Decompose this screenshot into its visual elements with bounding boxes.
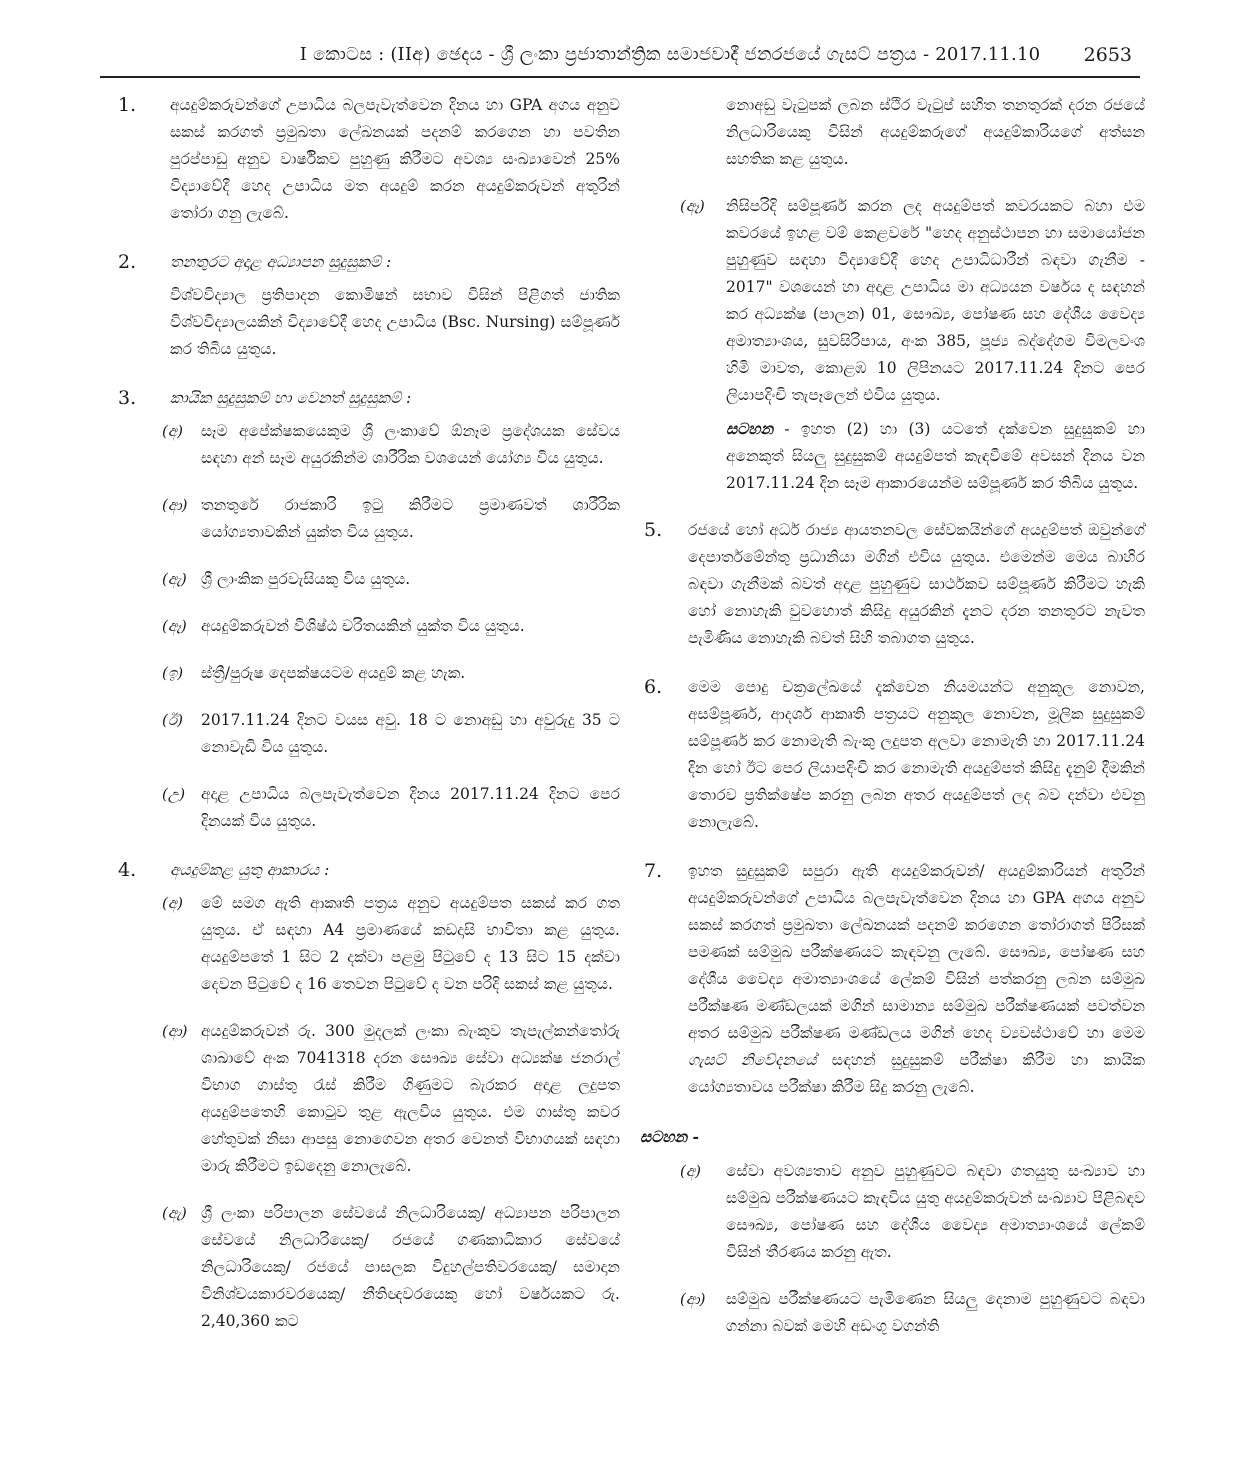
- note-label: සටහන: [726, 419, 774, 438]
- sub-text: 2017.11.24 දිනට වයස අවු. 18 ට නොඅඩු හා අවුරුදු 35 ට නොවැඩි විය යුතුය.: [201, 711, 620, 756]
- sub-label: (ඈ): [680, 197, 705, 215]
- sub-text: සම්මුඛ පරීක්ෂණයට පැමිණෙන සියලු දෙනාම පුහුණුවට බඳවා ගන්නා බවක් මෙහි අඩංගු වගන්ති: [726, 1290, 1145, 1335]
- sub-text: අදාළ උපාධිය බලපැවැත්වෙන දිනය 2017.11.24 දිනට පෙර දිනයක් විය යුතුය.: [201, 785, 620, 830]
- left-column: [100, 92, 620, 1357]
- sub-text: ස්ත්‍රී/පුරුෂ දෙපක්ෂයටම අයදුම් කළ හැක.: [201, 664, 466, 682]
- sub-clause: [100, 613, 620, 640]
- sub-text: මේ සමග ඇති ආකෘති පත්‍රය අනුව අයදුම්පත සකස් කර ගත යුතුය. ඒ සඳහා A4 ප්‍රමාණයේ කඩදාසි භාවිතා කළ යුතුය. අයදුම්පතේ 1 සිට 2 දක්වා පළමු පිටුවේ ද 13 සිට 15 දක්වා දෙවන පිටුවේ ද 16 තෙවන පිටුවේ ද වන පරිදි සකස් කළ යුතුය.: [201, 894, 620, 993]
- sub-clause: [100, 890, 620, 998]
- section-number: 5.: [644, 519, 663, 541]
- sub-text: ශ්‍රී ලංකා පරිපාලන සේවයේ නිලධාරියෙකු/ අධ්‍යාපන පරිපාලන සේවයේ නිලධාරියෙකු/ රජයේ ගණකාධිකාර සේවයේ නිලධාරියෙකු/ රජයේ පාසලක විදුහල්පතිවරයෙකු/ සමාදාන විනිශ්චයකාරවරයෙකු/ නීතිඥවරයෙකු හෝ වර්ෂයකට රු. 2,40,360 කට: [201, 1204, 620, 1330]
- sub-clause: [640, 193, 1145, 497]
- section-number: 4.: [118, 859, 137, 881]
- section-3: [100, 385, 620, 835]
- note-paragraph: [726, 415, 1145, 497]
- section-4: [100, 857, 620, 1335]
- section-number: 3.: [118, 387, 137, 409]
- sub-clause: [100, 1018, 620, 1180]
- sub-clause-continuation: [640, 92, 1145, 173]
- sub-label: (අ): [162, 422, 183, 440]
- sub-clause: [100, 781, 620, 835]
- sub-text: සේවා අවශ්‍යතාව අනුව පුහුණුවට බඳවා ගතයුතු සංඛ්‍යාව හා සම්මුඛ පරීක්ෂණයට කැඳවිය යුතු අයදුම්කරුවන් සංඛ්‍යාව පිළිබඳව සෞඛ්‍ය, පෝෂණ සහ දේශීය වෛද්‍ය අමාත්‍යාංශයේ ලේකම් විසින් තීරණය කරනු ඇත.: [726, 1162, 1145, 1261]
- sub-label: (ඈ): [162, 617, 187, 635]
- sub-clause: [640, 1158, 1145, 1266]
- section-text-italic: ගැසට් නිවේදනයේ: [688, 1051, 817, 1069]
- sub-clause: [100, 492, 620, 546]
- section-5: [640, 517, 1145, 652]
- sub-label: (ආ): [162, 1022, 188, 1040]
- sub-clause: [100, 1200, 620, 1335]
- sub-label: (උ): [162, 785, 186, 803]
- sub-text: අයදුම්කරුවන් රු. 300 මුදලක් ලංකා බැංකුව තැපැල්කන්තෝරු ශාඛාවේ අංක 7041318 දරන සෞඛ්‍ය සේවා අධ්‍යක්ෂ ජනරාල් විභාග ගාස්තු රැස් කිරීම ගිණුමට බැරකර අදාළ ලදුපත අයදුම්පතෙහි කොටුව තුළ ඇලවිය යුතුය. එම ගාස්තු කවර හේතුවක් නිසා ආපසු නොගෙවන අතර වෙනත් විභාගයක් සඳහා මාරු කිරීමට ඉඩදෙනු නොලැබේ.: [201, 1022, 620, 1175]
- section-heading: තනතුරට අදාළ අධ්‍යාපන සුදුසුකම් :: [170, 253, 392, 271]
- section-number: 6.: [644, 676, 663, 698]
- sub-label: (ඊ): [162, 711, 183, 729]
- sub-clause: [100, 418, 620, 472]
- section-text-part: ඉහත සුදුසුකම් සපුරා ඇති අයදුම්කරුවන්/ අයදුම්කාරියන් අතුරින් අයදුම්කරුවන්ගේ උපාධිය බලපැවැත්වෙන දිනය හා GPA අගය අනුව සකස් කරගත් ප්‍රමුඛතා ලේඛනයක් පදනම් කරගෙන තෝරාගත් පිරිසක් පමණක් සම්මුඛ පරීක්ෂණයට කැඳවනු ලැබේ. සෞඛ්‍ය, පෝෂණ සහ දේශීය වෛද්‍ය අමාත්‍යාංශයේ ලේකම් විසින් පත්කරනු ලබන සම්මුඛ පරීක්ෂණ මණ්ඩලයක් මගින් සාමාන්‍ය සම්මුඛ පරීක්ෂණයක් පවත්වන අතර සම්මුඛ පරීක්ෂණ මණ්ඩලය මගින් හෙද ව්‍යවස්ථාවේ හා මෙම: [688, 862, 1145, 1042]
- section-2: [100, 249, 620, 363]
- right-column: [640, 92, 1145, 1362]
- section-6: [640, 674, 1145, 836]
- page-number: 2653: [1083, 44, 1132, 66]
- sub-clause: [100, 660, 620, 687]
- sub-text: අයදුම්කරුවන් විශිෂ්ඨ චරිතයකින් යුක්ත විය යුතුය.: [201, 617, 525, 635]
- sub-label: (අ): [680, 1162, 701, 1180]
- sub-text: නිසිපරිදි සම්පූර්ණ කරන ලද අයදුම්පත් කවරයකට බහා එම කවරයේ ඉහළ වම් කෙළවරේ "හෙද අනුස්ථාපන හා සමායෝජන පුහුණුව සඳහා විද්‍යාවේදී හෙද උපාධිධාරීන් බඳවා ගැනීම - 2017" වශයෙන් හා අදාළ උපාධිය මා අධ්‍යයන වර්ෂය ද සඳහන් කර අධ්‍යක්ෂ (පාලන) 01, සෞඛ්‍ය, පෝෂණ සහ දේශීය වෛද්‍ය අමාත්‍යාංශය, සුවසිරිපාය, අංක 385, පූජ්‍ය බද්දේගම විමලවංශ හිමි මාවත, කොළඹ 10 ලිපිනයට 2017.11.24 දිනට පෙර ලියාපදිංචි තැපෑලෙන් එවිය යුතුය.: [726, 197, 1145, 404]
- note-text: - ඉහත (2) හා (3) යටතේ දක්වෙන සුදුසුකම් හා අනෙකුත් සියලු සුදුසුකම් අයදුම්පත් කැඳවීමේ අවසන් දිනය වන 2017.11.24 දින සෑම ආකාරයෙන්ම සම්පූර්ණ කර තිබිය යුතුය.: [726, 420, 1145, 492]
- section-text: [688, 858, 1145, 1101]
- sub-label: (ඇ): [162, 570, 187, 588]
- sub-text: සෑම අපේක්ෂකයෙකුම ශ්‍රී ලංකාවේ ඕනෑම ප්‍රදේශයක සේවය සඳහා අන් සෑම අයුරකින්ම ශාරීරික වශයෙන් යෝග්‍ය විය යුතුය.: [201, 422, 620, 467]
- section-text-part: සඳහන් සුදුසුකම් පරීක්ෂා කිරීම හා කායික යෝග්‍යතාවය පරීක්ෂා කිරීම සිදු කරනු ලැබේ.: [688, 1051, 1146, 1096]
- header-divider: [100, 76, 1140, 78]
- gazette-header-title: I කොටස : (IIඅ) ඡෙදය - ශ්‍රී ලංකා ප්‍රජාතාන්ත්‍රික සමාජවාදී ජනරජයේ ගැසට් පත්‍රය - 2017.11.10: [299, 44, 1041, 65]
- sub-clause: [100, 566, 620, 593]
- section-1: [100, 92, 620, 227]
- sub-text: තනතුරේ රාජකාරි ඉටු කිරීමට ප්‍රමාණවත් ශාරීරික යෝග්‍යතාවකින් යුක්ත විය යුතුය.: [201, 496, 620, 541]
- sub-text: නොඅඩු වැටුපක් ලබන ස්ථිර වැටුප් සහිත තනතුරක් දරන රජයේ නිලධාරියෙකු විසින් අයදුම්කරුගේ අයදුම්කාරියගේ අත්සන සහතික කළ යුතුය.: [726, 96, 1145, 168]
- sub-label: (ආ): [162, 496, 188, 514]
- section-heading: කායික සුදුසුකම් හා වෙනත් සුදුසුකම් :: [170, 389, 412, 407]
- section-text: රජයේ හෝ අර්ධ රාජ්‍ය ආයතනවල සේවකයින්ගේ අයදුම්පත් ඔවුන්ගේ දෙපාර්තමේන්තු ප්‍රධානියා මගින් එවිය යුතුය. එමෙන්ම මෙය බාහිර බඳවා ගැනීමක් බවත් අදාළ පුහුණුව සාර්ථකව සම්පූර්ණ කිරීමට හැකි හෝ නොහැකි වුවහොත් කිසිදු අයුරකින් දැනට දරන තනතුරට නැවත පැමිණිය නොහැකි බවත් සිහි තබාගත යුතුය.: [688, 521, 1145, 647]
- sub-label: (ඉ): [162, 664, 184, 682]
- section-number: 2.: [118, 251, 137, 273]
- section-text: මෙම පොදු චක්‍රලේඛයේ දැක්වෙන නියමයන්ට අනුකූල නොවන, අසම්පූර්ණ, ආදර්ශ ආකෘති පත්‍රයට අනුකූල නොවන, මූලික සුදුසුකම් සම්පූර්ණ කර නොමැති බැංකු ලදුපත අලවා නොමැති හා 2017.11.24 දින හෝ ඊට පෙර ලියාපදිංචි කර නොමැති අයදුම්පත් කිසිදු දැනුම් දීමකින් තොරව ප්‍රතික්ෂේප කරනු ලබන අතර අයදුම්පත් ලද බව දන්වා එවනු නොලැබේ.: [688, 678, 1145, 831]
- note-label: සටහන -: [640, 1127, 699, 1146]
- sub-clause: [640, 1286, 1145, 1340]
- section-text: අයදුම්කරුවන්ගේ උපාධිය බලපැවැත්වෙන දිනය හා GPA අගය අනුව සකස් කරගත් ප්‍රමුඛතා ලේඛනයක් පදනම් කරගෙන හා පවතින පුරප්පාඩු අනුව වාර්ෂිකව පුහුණු කිරීමට අවශ්‍ය සංඛ්‍යාවෙන් 25% විද්‍යාවේදී හෙද උපාධිය මත අයදුම් කරන අයදුම්කරුවන් අතුරින් තෝරා ගනු ලැබේ.: [170, 96, 620, 222]
- section-number: 1.: [118, 94, 137, 116]
- section-number: 7.: [644, 860, 663, 882]
- note-section: [640, 1123, 1145, 1340]
- sub-label: (ආ): [680, 1290, 706, 1308]
- section-7: [640, 858, 1145, 1101]
- sub-label: (අ): [162, 894, 183, 912]
- section-heading: අයදුම්කළ යුතු ආකාරය :: [170, 861, 330, 879]
- sub-clause: [100, 707, 620, 761]
- sub-text: ශ්‍රී ලාංකික පුරවැසියකු විය යුතුය.: [201, 570, 411, 588]
- sub-label: (ඇ): [162, 1204, 187, 1222]
- section-text: විශ්වවිද්‍යාල ප්‍රතිපාදන කොමිෂන් සභාව විසින් පිළිගත් ජාතික විශ්වවිද්‍යාලයකින් විද්‍යාවේදී හෙද උපාධිය (Bsc. Nursing) සම්පූර්ණ කර තිබිය යුතුය.: [170, 286, 620, 358]
